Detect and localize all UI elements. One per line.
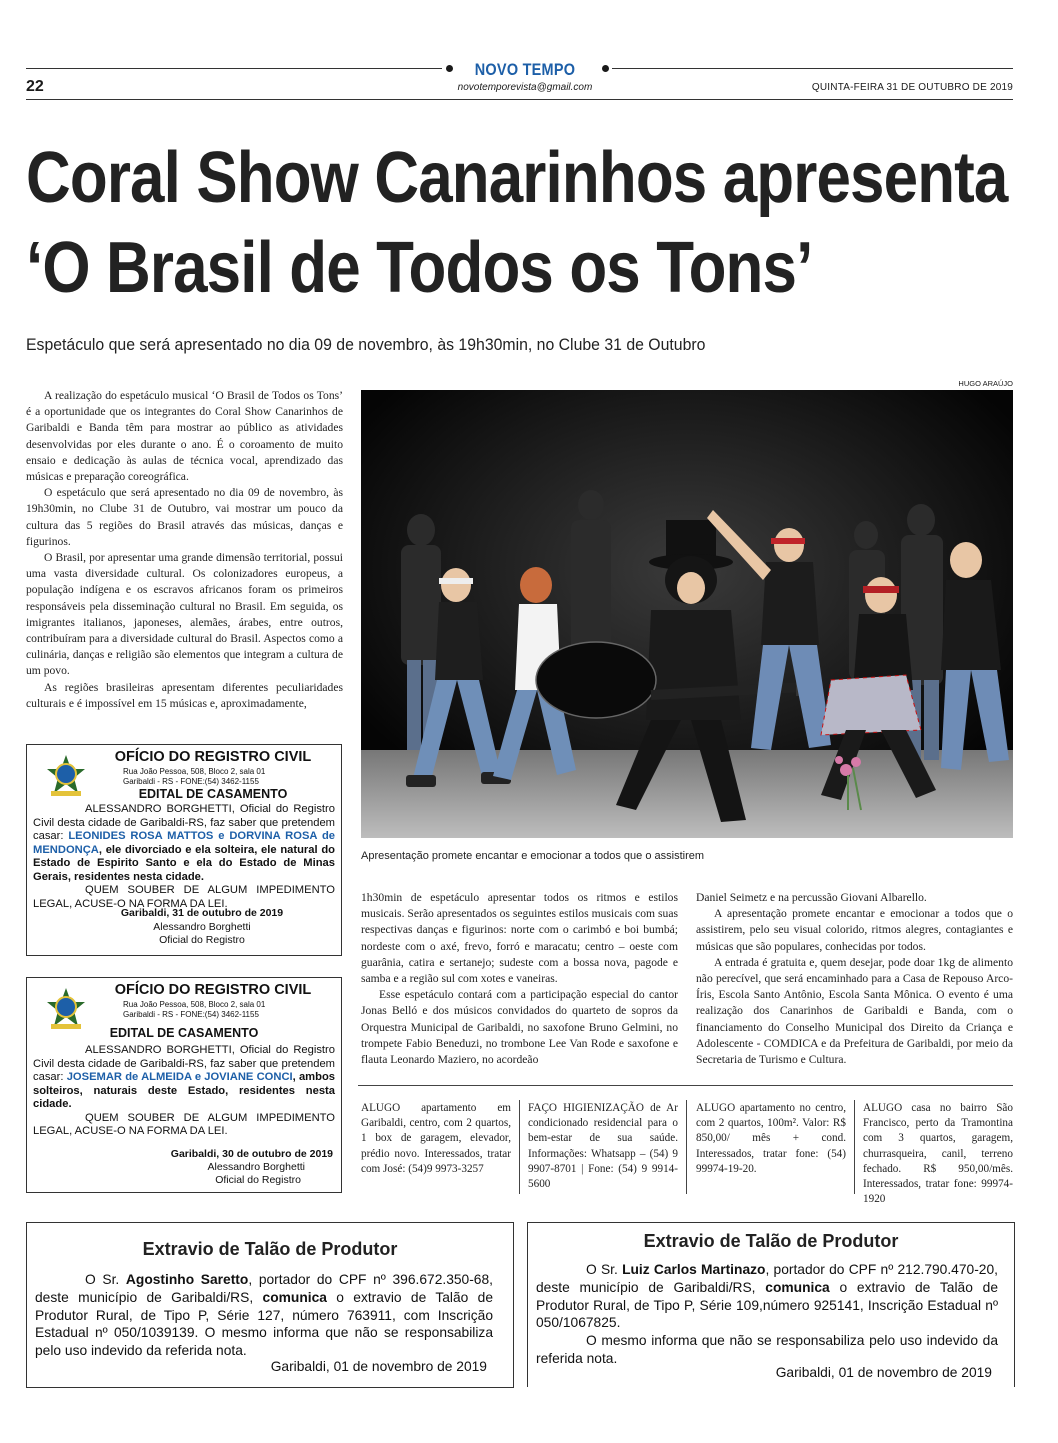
paragraph: O Brasil, por apresentar uma grande dimensão territorial, possui uma vasta diversidade cultural. Os colonizadores europeus, a população indígena e os escravos africanos foram os primeiros responsáveis pela disseminação cultural no Brasil. Em seguida, os imigrantes italianos, japoneses, alemães, árabes, entre outros, contribuíram para a diversidade cultural do Brasil. Aspectos como a culinária, danças e religião são elementos que integram a cultura de um povo. xyxy=(26,551,343,678)
notice-address xyxy=(123,1000,265,1020)
notice-details: , ambos solteiros, naturais deste Estado, residentes nesta cidade. xyxy=(33,1071,336,1110)
article-subhead: Espetáculo que será apresentado no dia 09 de novembro, às 19h30min, no Clube 31 de Outubro xyxy=(26,335,706,354)
classified-ad: ALUGO apartamento em Garibaldi, centro, com 2 quartos, 1 box de garagem, elevador, prédio novo. Interessados, tratar com José: (54)9 9973-3257 xyxy=(361,1102,511,1175)
extravio-cpf-text: , portador do CPF nº 212.790.470-20, deste município de Garibaldi/RS, xyxy=(536,1262,998,1295)
classified-ad: ALUGO apartamento no centro, com 2 quartos, 100m². Valor: R$ 850,00/ mês + cond. Interessados, tratar fone: (54) 99974-19-20. xyxy=(696,1102,846,1175)
extravio-owner-name: Luiz Carlos Martinazo xyxy=(622,1262,766,1277)
impediment-text: QUEM SOUBER DE ALGUM IMPEDIMENTO LEGAL, ACUSE-O NA FORMA DA LEI. xyxy=(33,1111,335,1137)
notice-role: Oficial do Registro xyxy=(159,934,245,946)
brazil-coat-of-arms-icon xyxy=(45,753,87,799)
extravio-details: o extravio de Talão de Produtor Rural, de Tipo P, Série 109,número 925141, Inscrição Estadual nº 050/1067825. xyxy=(536,1279,998,1331)
address-line: Garibaldi - RS - FONE:(54) 3462-1155 xyxy=(123,1010,259,1019)
extravio-signature: Garibaldi, 01 de novembro de 2019 xyxy=(270,1359,487,1374)
header-rule-left xyxy=(26,68,442,69)
couple-names: LEONIDES ROSA MATTOS e DORVINA ROSA de MENDONÇA xyxy=(33,830,335,856)
notice-body xyxy=(33,1044,335,1139)
extravio-cpf-text: , portador do CPF nº 396.672.350-68, deste município de Garibaldi/RS, xyxy=(35,1272,493,1305)
extravio-notice-2 xyxy=(527,1222,1015,1387)
extravio-owner-name: Agostinho Saretto xyxy=(125,1272,249,1287)
extravio-prefix: O Sr. xyxy=(586,1262,623,1277)
notice-signer: Alessandro Borghetti xyxy=(207,1161,305,1173)
classified-divider xyxy=(854,1100,855,1194)
notice-place-date: Garibaldi, 31 de outubro de 2019 xyxy=(120,907,284,919)
extravio-verb: comunica xyxy=(765,1279,830,1295)
paragraph: Daniel Seimetz e na percussão Giovani Albarello. xyxy=(696,891,927,904)
paragraph: A apresentação promete encantar e emocionar a todos que o assistirem, pelo seu visual colorido, ritmos alegres, contagiantes e músicas que são populares, conhecidas por todos. xyxy=(696,907,1013,953)
address-line: Rua João Pessoa, 508, Bloco 2, sala 01 xyxy=(123,1000,266,1009)
paragraph: O espetáculo que será apresentado no dia 09 de novembro, às 19h30min, no Clube 31 de Outubro, vai mostrar um pouco da cultura das 5 regiões do Brasil através das músicas, danças e figurinos. xyxy=(26,486,343,548)
paragraph: Esse espetáculo contará com a participação especial do cantor Jonas Belló e dos músicos convidados do quarteto de sopros da Orquestra Municipal de Garibaldi, no saxofone Bruno Gelmini, no trompete Fabio Beneduzi, no trombone Lee Van Rode e saxofone e flauta Leonardo Maziero, no acordeão xyxy=(361,988,678,1067)
classified-ad: ALUGO casa no bairro São Francisco, perto da Tramontina com 3 quartos, garagem, churrasqueira, canil, terreno fechado. R$ 950,00/mês. Interessados, tratar fone: 99974-1920 xyxy=(863,1102,1013,1206)
article-headline xyxy=(26,133,1008,313)
notice-place-date: Garibaldi, 30 de outubro de 2019 xyxy=(170,1148,333,1160)
extravio-body xyxy=(536,1261,998,1368)
extravio-verb: comunica xyxy=(262,1289,327,1305)
extravio-prefix: O Sr. xyxy=(85,1272,126,1287)
article-column-2 xyxy=(361,890,678,1068)
notice-intro: ALESSANDRO BORGHETTI, Oficial do Registro Civil desta cidade de Garibaldi-RS, faz saber que pretendem casar: xyxy=(33,1044,335,1083)
notice-title: OFÍCIO DO REGISTRO CIVIL xyxy=(114,749,312,765)
marriage-notice-1 xyxy=(26,744,342,956)
issue-date: QUINTA-FEIRA 31 DE OUTUBRO DE 2019 xyxy=(811,82,1013,93)
extravio-title: Extravio de Talão de Produtor xyxy=(643,1231,899,1251)
marriage-notice-2 xyxy=(26,977,342,1193)
notice-role: Oficial do Registro xyxy=(215,1174,301,1186)
stage-performance-image xyxy=(361,390,1013,838)
photo-credit: HUGO ARAÚJO xyxy=(958,379,1013,388)
notice-subtitle: EDITAL DE CASAMENTO xyxy=(138,787,288,801)
extravio-body xyxy=(35,1271,493,1360)
classifieds-rule xyxy=(358,1085,1013,1086)
publication-email: novotemporevista@gmail.com xyxy=(457,82,593,93)
notice-subtitle: EDITAL DE CASAMENTO xyxy=(109,1026,259,1040)
paragraph: As regiões brasileiras apresentam diferentes peculiaridades culturais e é impossível em 15 músicas e, aproximadamente, xyxy=(26,680,343,710)
classified-ad: FAÇO HIGIENIZAÇÃO de Ar condicionado residencial para o bem-estar de sua saúde. Informações: Whatsapp – (54) 9 9907-8701 | Fone: (54) 9 9914-5600 xyxy=(528,1102,678,1191)
header-dot-right xyxy=(602,65,609,72)
classified-divider xyxy=(686,1100,687,1194)
notice-intro: ALESSANDRO BORGHETTI, Oficial do Registro Civil desta cidade de Garibaldi-RS, faz saber que pretendem casar: xyxy=(33,803,335,842)
extravio-title: Extravio de Talão de Produtor xyxy=(142,1239,398,1259)
extravio-disclaimer: O mesmo informa que não se responsabiliza pelo uso indevido da referida nota. xyxy=(536,1333,998,1366)
paragraph: 1h30min de espetáculo apresentar todos os ritmos e estilos musicais. Serão apresentados os seguintes estilos musicais com suas respectivas danças e figurinos: norte com o carimbó e boi bumbá; nordeste com o axé, frevo, forró e maracatu; centro – oeste com guarânia, catira e sertanejo; sudeste com a bossa nova, pagode e samba e a região sul com xotes e vaneiras. xyxy=(361,891,678,986)
notice-details: , ele divorciado e ela solteira, ele natural do Estado de Espirito Santo e ela do Estado de Minas Gerais, residentes nesta cidade. xyxy=(33,843,335,883)
paragraph: A entrada é gratuita e, quem desejar, pode doar 1kg de alimento não perecível, que será encaminhado para a Casa de Repouso Arco-Íris, Escola Santo Antônio, Escola Santa Mônica. O evento é uma realização dos Canarinhos de Garibaldi e Banda, com o financiamento do Conselho Municipal dos Direito da Criança e Adolescente - COMDICA e da Prefeitura de Garibaldi, por meio da Secretaria de Turismo e Cultura. xyxy=(696,955,1013,1067)
address-line: Garibaldi - RS - FONE:(54) 3462-1155 xyxy=(123,777,259,786)
headline-line-1: Coral Show Canarinhos apresenta xyxy=(26,138,1008,218)
couple-names: JOSEMAR de ALMEIDA e JOVIANE CONCI xyxy=(66,1071,293,1083)
article-photo xyxy=(361,390,1013,838)
notice-title: OFÍCIO DO REGISTRO CIVIL xyxy=(114,982,312,998)
page-number: 22 xyxy=(26,78,44,95)
header-rule-right xyxy=(612,68,1013,69)
photo-caption: Apresentação promete encantar e emocionar a todos que o assistirem xyxy=(361,850,705,862)
notice-signer: Alessandro Borghetti xyxy=(153,921,251,933)
extravio-details: o extravio de Talão de Produtor Rural, de Tipo P, Série 127, número 763911, com Inscrição Estadual nº 050/1039139. O mesmo informa que não se responsabiliza pelo uso indevido da referida nota. xyxy=(35,1289,494,1359)
paragraph: A realização do espetáculo musical ‘O Brasil de Todos os Tons’ é a oportunidade que os integrantes do Coral Show Canarinhos de Garibaldi e Banda têm para mostrar ao público as atividades desenvolvidas por eles durante o ano. É o coroamento de muito ensaio e dedicação às aulas de técnica vocal, aprendizado das músicas e preparação coreográfica. xyxy=(26,389,343,484)
notice-body xyxy=(33,803,335,911)
article-column-3 xyxy=(696,890,1013,1068)
extravio-signature: Garibaldi, 01 de novembro de 2019 xyxy=(775,1365,992,1380)
extravio-notice-1 xyxy=(26,1222,514,1388)
classified-divider xyxy=(519,1100,520,1194)
publication-brand: NOVO TEMPO xyxy=(474,60,576,79)
headline-line-2: ‘O Brasil de Todos os Tons’ xyxy=(26,228,813,308)
header-bottom-rule xyxy=(26,99,1013,100)
address-line: Rua João Pessoa, 508, Bloco 2, sala 01 xyxy=(123,767,266,776)
notice-address xyxy=(123,767,265,787)
impediment-text: QUEM SOUBER DE ALGUM IMPEDIMENTO LEGAL, ACUSE-O NA FORMA DA LEI. xyxy=(33,884,335,910)
article-column-1 xyxy=(26,388,343,712)
